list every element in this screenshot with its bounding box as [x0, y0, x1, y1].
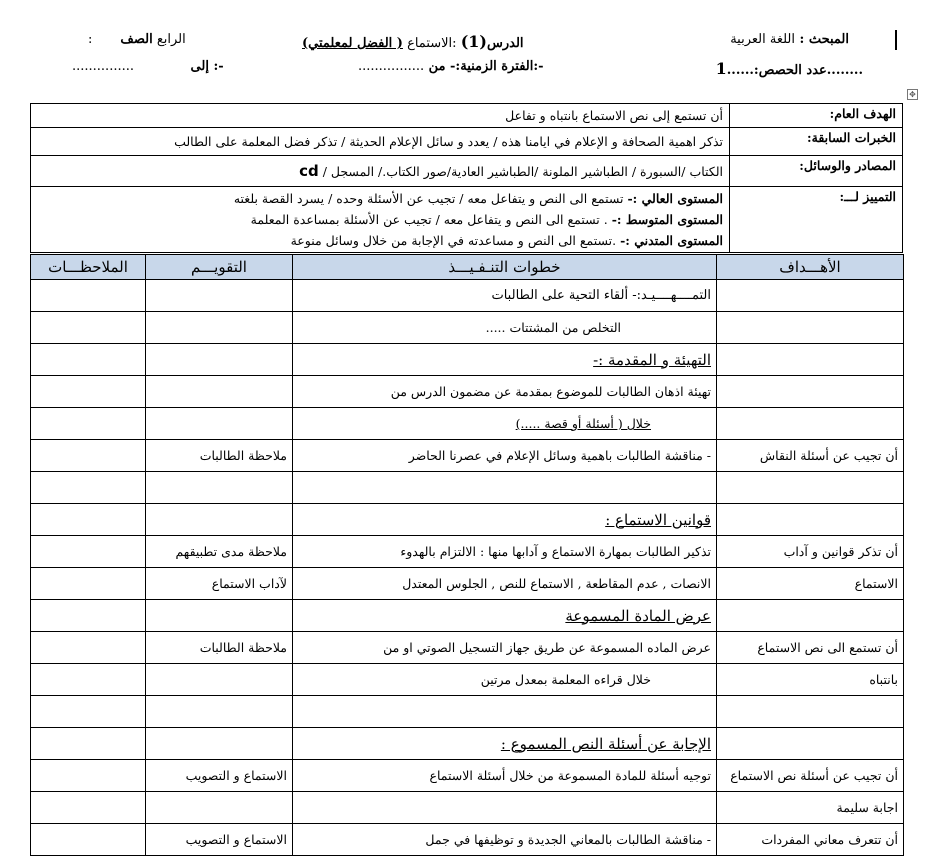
- notes-cell: [31, 312, 146, 344]
- evaluation-cell: [146, 312, 293, 344]
- subject-label: المبحث :: [799, 32, 849, 47]
- evaluation-cell: ملاحظة الطالبات: [146, 632, 293, 664]
- table-row: [31, 536, 904, 568]
- evaluation-cell: الاستماع و التصويب: [146, 760, 293, 792]
- step-cell: عرض المادة المسموعة: [293, 600, 717, 632]
- lesson-name: :الاستماع: [407, 36, 457, 51]
- objective-cell: أن تتعرف معاني المفردات: [717, 824, 904, 856]
- objective-cell: [717, 600, 904, 632]
- notes-cell: [31, 344, 146, 376]
- notes-cell: [31, 664, 146, 696]
- sessions-dots: ........: [826, 63, 863, 78]
- objective-cell: [717, 696, 904, 728]
- table-row: [31, 824, 904, 856]
- objective-cell: [717, 504, 904, 536]
- notes-cell: [31, 408, 146, 440]
- period-to: [72, 59, 224, 74]
- plan-header-row: [31, 255, 904, 280]
- period: [358, 59, 544, 74]
- table-move-handle-icon[interactable]: ✥: [907, 89, 918, 100]
- lesson-plan-table: [30, 254, 904, 856]
- sessions-number: 1: [715, 59, 727, 78]
- level-name: المستوى المتدني :-: [620, 233, 723, 248]
- table-row: [31, 728, 904, 760]
- step-cell: قوانين الاستماع :: [293, 504, 717, 536]
- objective-cell: [717, 376, 904, 408]
- table-row: [31, 376, 904, 408]
- level-text: . تستمع الى النص و يتفاعل معه / تجيب عن الأسئلة بمساعدة المعلمة: [250, 212, 608, 227]
- level-text: .تستمع الى النص و مساعدته في الإجابة من خلال وسائل منوعة: [290, 233, 617, 248]
- period-label: الفترة الزمنية:- من:-: [428, 59, 544, 74]
- table-row: [31, 472, 904, 504]
- step-cell: توجيه أسئلة للمادة المسموعة من خلال أسئلة الاستماع: [293, 760, 717, 792]
- notes-cell: [31, 696, 146, 728]
- table-row: [31, 440, 904, 472]
- evaluation-cell: ملاحظة مدى تطبيقهم: [146, 536, 293, 568]
- evaluation-cell: [146, 792, 293, 824]
- step-cell: الانصات , عدم المقاطعة , الاستماع للنص , الجلوس المعتدل: [293, 568, 717, 600]
- lesson-title: ( الفضل لمعلمتي): [302, 36, 403, 51]
- table-row: [31, 408, 904, 440]
- objective-cell: اجابة سليمة: [717, 792, 904, 824]
- step-cell: - مناقشة الطالبات بالمعاني الجديدة و توظيفها في جمل: [293, 824, 717, 856]
- table-row: [31, 600, 904, 632]
- objective-cell: [717, 728, 904, 760]
- grade-value: :الرابع: [88, 32, 186, 47]
- objective-cell: أن تذكر قوانين و آداب: [717, 536, 904, 568]
- subject: [730, 32, 849, 47]
- evaluation-cell: [146, 280, 293, 312]
- step-cell: تهيئة اذهان الطالبات للموضوع بمقدمة عن مضمون الدرس من: [293, 376, 717, 408]
- evaluation-cell: [146, 696, 293, 728]
- level-low: [37, 230, 723, 251]
- table-row: [31, 568, 904, 600]
- evaluation-cell: الاستماع و التصويب: [146, 824, 293, 856]
- step-cell: خلال قراءه المعلمة بمعدل مرتين: [293, 664, 717, 696]
- objective-cell: [717, 408, 904, 440]
- step-cell: الإجابة عن أسئلة النص المسموع :: [293, 728, 717, 760]
- table-row: [31, 632, 904, 664]
- objective-cell: أن تجيب عن أسئلة نص الاستماع: [717, 760, 904, 792]
- evaluation-cell: [146, 376, 293, 408]
- notes-cell: [31, 440, 146, 472]
- table-row: [31, 792, 904, 824]
- evaluation-cell: [146, 600, 293, 632]
- notes-cell: [31, 472, 146, 504]
- evaluation-cell: لآداب الاستماع: [146, 568, 293, 600]
- sessions-label: عدد الحصص:......: [726, 63, 827, 78]
- objective-cell: بانتباه: [717, 664, 904, 696]
- evaluation-cell: [146, 472, 293, 504]
- step-cell: تذكير الطالبات بمهارة الاستماع و آدابها منها : الالتزام بالهدوء: [293, 536, 717, 568]
- step-cell: التهيئة و المقدمة :-: [293, 344, 717, 376]
- grade-label: الصف: [120, 32, 153, 47]
- table-row: [31, 664, 904, 696]
- plan-body: [31, 280, 904, 856]
- subject-value: اللغة العربية: [730, 32, 795, 47]
- text-cursor: [895, 30, 897, 50]
- objective-cell: الاستماع: [717, 568, 904, 600]
- table-row: [31, 312, 904, 344]
- notes-cell: [31, 600, 146, 632]
- header-objectives: الأهـــداف: [717, 255, 904, 280]
- diff-levels: [31, 187, 730, 253]
- objective-cell: [717, 344, 904, 376]
- notes-cell: [31, 536, 146, 568]
- goal-row: [31, 104, 903, 128]
- to-label: إلى :-: [190, 59, 224, 74]
- to-dots: ...............: [72, 59, 134, 74]
- notes-cell: [31, 568, 146, 600]
- table-row: [31, 344, 904, 376]
- prior-label: الخبرات السابقة:: [730, 128, 903, 156]
- step-cell: [293, 792, 717, 824]
- lesson: [302, 32, 524, 51]
- level-name: المستوى العالي :-: [627, 191, 723, 206]
- evaluation-cell: [146, 504, 293, 536]
- lesson-label: الدرس: [487, 36, 524, 51]
- lesson-info-table: [30, 103, 903, 253]
- step-cell: خلال ( أسئلة أو قصة .....): [293, 408, 717, 440]
- notes-cell: [31, 504, 146, 536]
- resources-value: [31, 156, 730, 187]
- evaluation-cell: [146, 664, 293, 696]
- step-cell: عرض الماده المسموعة عن طريق جهاز التسجيل الصوتي او من: [293, 632, 717, 664]
- resources-cd: cd: [299, 162, 319, 180]
- objective-cell: [717, 472, 904, 504]
- grade: [88, 32, 186, 47]
- resources-text: الكتاب /السبورة / الطباشير الملونة /الطباشير العادية/صور الكتاب./ المسجل /: [322, 164, 723, 179]
- diff-label: التمييز لـــ:: [730, 187, 903, 253]
- objective-cell: [717, 280, 904, 312]
- resources-row: [31, 156, 903, 187]
- step-cell: التخلص من المشتتات .....: [293, 312, 717, 344]
- notes-cell: [31, 632, 146, 664]
- evaluation-cell: [146, 728, 293, 760]
- notes-cell: [31, 728, 146, 760]
- differentiation-row: [31, 187, 903, 253]
- table-row: [31, 760, 904, 792]
- objective-cell: [717, 312, 904, 344]
- level-name: المستوى المتوسط :-: [611, 212, 723, 227]
- notes-cell: [31, 280, 146, 312]
- header-notes: الملاحظـــات: [31, 255, 146, 280]
- sessions: [716, 59, 863, 78]
- goal-value: أن تستمع إلى نص الاستماع بانتباه و تفاعل: [31, 104, 730, 128]
- level-high: [37, 188, 723, 209]
- step-cell: [293, 472, 717, 504]
- prior-value: تذكر اهمية الصحافة و الإعلام في ايامنا هذه / يعدد و سائل الإعلام الحديثة / تذكر فضل المعلمة على الطالب: [31, 128, 730, 156]
- header-evaluation: التقويـــم: [146, 255, 293, 280]
- objective-cell: أن تستمع الى نص الاستماع: [717, 632, 904, 664]
- table-row: [31, 696, 904, 728]
- goal-label: الهدف العام:: [730, 104, 903, 128]
- notes-cell: [31, 760, 146, 792]
- evaluation-cell: [146, 408, 293, 440]
- notes-cell: [31, 376, 146, 408]
- prior-row: [31, 128, 903, 156]
- notes-cell: [31, 792, 146, 824]
- level-text: تستمع الى النص و يتفاعل معه / تجيب عن الأسئلة وحده / يسرد القصة بلغته: [233, 191, 624, 206]
- step-cell: - مناقشة الطالبات باهمية وسائل الإعلام في عصرنا الحاضر: [293, 440, 717, 472]
- resources-label: المصادر والوسائل:: [730, 156, 903, 187]
- notes-cell: [31, 824, 146, 856]
- lesson-number: (1): [460, 32, 487, 51]
- table-row: [31, 504, 904, 536]
- table-row: [31, 280, 904, 312]
- step-cell: التمــــهــــيـد:- ألقاء التحية على الطالبات: [293, 280, 717, 312]
- objective-cell: أن تجيب عن أسئلة النقاش: [717, 440, 904, 472]
- header-steps: خطوات التنـفـيـــذ: [293, 255, 717, 280]
- evaluation-cell: [146, 344, 293, 376]
- period-dots: ................: [358, 59, 425, 74]
- step-cell: [293, 696, 717, 728]
- level-medium: [37, 209, 723, 230]
- evaluation-cell: ملاحظة الطالبات: [146, 440, 293, 472]
